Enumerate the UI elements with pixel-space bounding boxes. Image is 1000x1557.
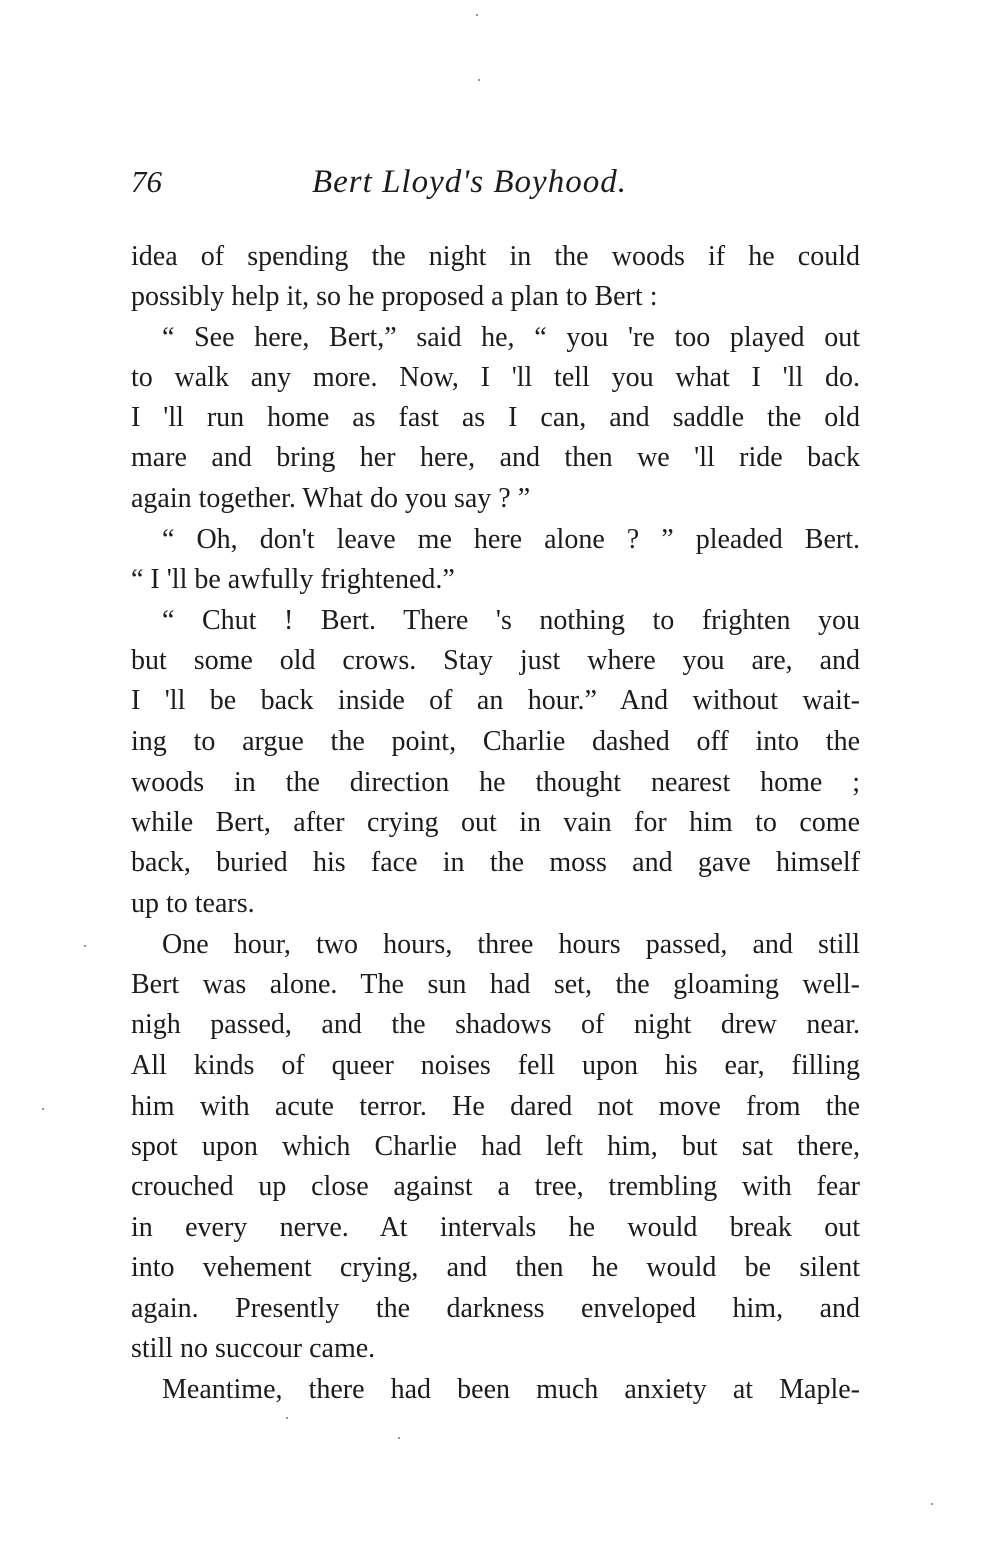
text-line: again. Presently the darkness enveloped him, and xyxy=(131,1293,860,1324)
text-line: while Bert, after crying out in vain for him to come xyxy=(131,807,860,838)
scan-speck xyxy=(398,1437,400,1439)
text-line: “ I 'll be awfully frightened.” xyxy=(131,564,455,595)
text-line: “ Oh, don't leave me here alone ? ” pleaded Bert. xyxy=(162,524,860,555)
text-line: ing to argue the point, Charlie dashed off into the xyxy=(131,726,860,757)
text-line: but some old crows. Stay just where you are, and xyxy=(131,645,860,676)
scan-speck xyxy=(476,14,478,16)
text-line: I 'll be back inside of an hour.” And without wait- xyxy=(131,685,860,716)
text-line: to walk any more. Now, I 'll tell you what I 'll do. xyxy=(131,362,860,393)
text-line: mare and bring her here, and then we 'll ride back xyxy=(131,442,860,473)
text-line: still no succour came. xyxy=(131,1333,376,1364)
text-line: “ Chut ! Bert. There 's nothing to frighten you xyxy=(162,605,860,636)
text-line: I 'll run home as fast as I can, and saddle the old xyxy=(131,402,860,433)
text-line: All kinds of queer noises fell upon his ear, filling xyxy=(131,1050,860,1081)
text-line: idea of spending the night in the woods if he could xyxy=(131,241,860,272)
text-line: again together. What do you say ? ” xyxy=(131,483,531,514)
text-line: into vehement crying, and then he would be silent xyxy=(131,1252,860,1283)
text-line: crouched up close against a tree, trembling with fear xyxy=(131,1171,860,1202)
text-line: One hour, two hours, three hours passed, and still xyxy=(162,929,860,960)
scan-speck xyxy=(84,945,86,947)
text-line: up to tears. xyxy=(131,888,255,919)
text-line: woods in the direction he thought nearest home ; xyxy=(131,767,860,798)
text-line: Meantime, there had been much anxiety at Maple- xyxy=(162,1374,860,1405)
text-line: nigh passed, and the shadows of night drew near. xyxy=(131,1009,860,1040)
running-title: Bert Lloyd's Boyhood. xyxy=(312,164,627,200)
text-line: spot upon which Charlie had left him, but sat there, xyxy=(131,1131,860,1162)
page-number: 76 xyxy=(131,164,162,199)
scan-speck xyxy=(931,1503,933,1505)
text-line: back, buried his face in the moss and gave himself xyxy=(131,847,860,878)
text-line: “ See here, Bert,” said he, “ you 're too played out xyxy=(162,322,860,353)
scan-speck xyxy=(478,79,480,81)
text-line: in every nerve. At intervals he would break out xyxy=(131,1212,860,1243)
scan-speck xyxy=(286,1417,288,1419)
text-line: him with acute terror. He dared not move from the xyxy=(131,1091,860,1122)
text-line: Bert was alone. The sun had set, the gloaming well- xyxy=(131,969,860,1000)
scan-speck xyxy=(42,1108,44,1110)
text-line: possibly help it, so he proposed a plan to Bert : xyxy=(131,281,658,312)
